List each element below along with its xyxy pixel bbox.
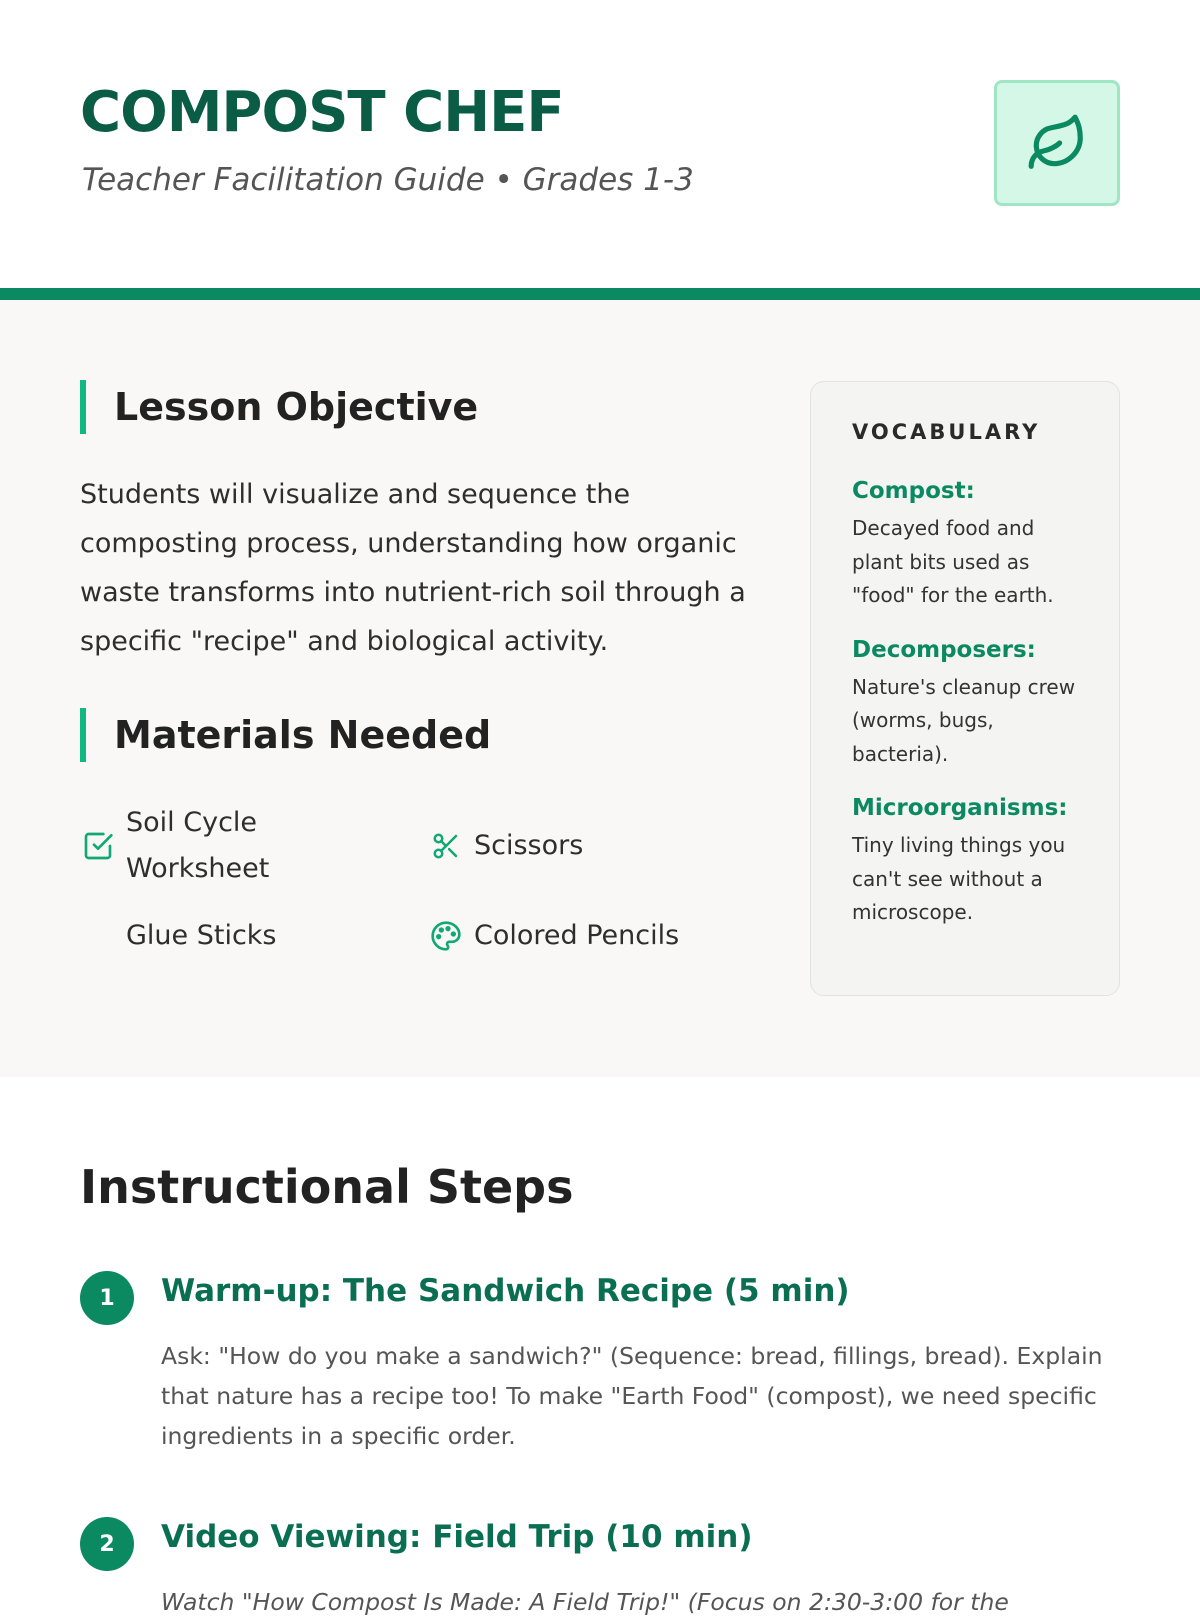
objective-heading-text: Lesson Objective [114,385,479,429]
vocab-definition: Decayed food and plant bits used as "food" for the earth. [852,516,1054,607]
overview-section [0,300,1200,1077]
palette-icon [428,918,464,954]
material-icon-placeholder [80,918,116,954]
material-item [80,800,296,892]
logo-badge [994,80,1120,206]
step-title: Warm-up: The Sandwich Recipe (5 min) [161,1273,850,1309]
material-item [80,913,277,959]
checkbox-icon [80,828,116,864]
step-description: Watch "How Compost Is Made: A Field Trip!" (Focus on 2:30-3:00 for the [161,1588,1009,1616]
scissors-icon [428,828,464,864]
material-label: Scissors [474,830,584,861]
material-item [428,913,679,959]
material-item [428,823,583,869]
step-number-badge: 2 [80,1517,134,1571]
step-item [80,1517,1120,1616]
step-description: Ask: "How do you make a sandwich?" (Sequence: bread, fillings, bread). Explain that nature has a recipe too! To make "Earth Food" (compost), we need specific ingredients in a specific order. [161,1342,1103,1450]
page-header [0,0,1200,288]
vocab-definition: Nature's cleanup crew (worms, bugs, bacteria). [852,674,1076,766]
steps-heading: Instructional Steps [80,1160,574,1214]
page-subtitle: Teacher Facilitation Guide • Grades 1-3 [82,162,694,198]
material-label: Colored Pencils [474,920,680,951]
heading-accent-bar [80,708,86,762]
vocab-term: Decomposers: [852,636,1036,663]
vocab-term: Compost: [852,478,975,504]
material-label: Soil Cycle Worksheet [126,807,270,884]
vocabulary-title: VOCABULARY [852,420,1041,444]
step-number-badge: 1 [80,1271,134,1325]
objective-heading [80,380,478,434]
vocab-definition: Tiny living things you can't see without a microscope. [852,833,1066,924]
step-title: Video Viewing: Field Trip (10 min) [161,1519,753,1555]
leaf-icon [1026,112,1088,174]
heading-accent-bar [80,380,86,434]
objective-text: Students will visualize and sequence the composting process, understanding how organic waste transforms into nutrient-rich soil through a specific "recipe" and biological activity. [80,479,746,657]
material-label: Glue Sticks [126,920,277,951]
vocab-term: Microorganisms: [852,795,1068,821]
materials-heading-text: Materials Needed [114,713,492,757]
header-divider [0,288,1200,300]
page-title: COMPOST CHEF [80,80,564,145]
materials-heading [80,708,491,762]
step-item [80,1271,1120,1451]
vocabulary-card [810,381,1120,996]
